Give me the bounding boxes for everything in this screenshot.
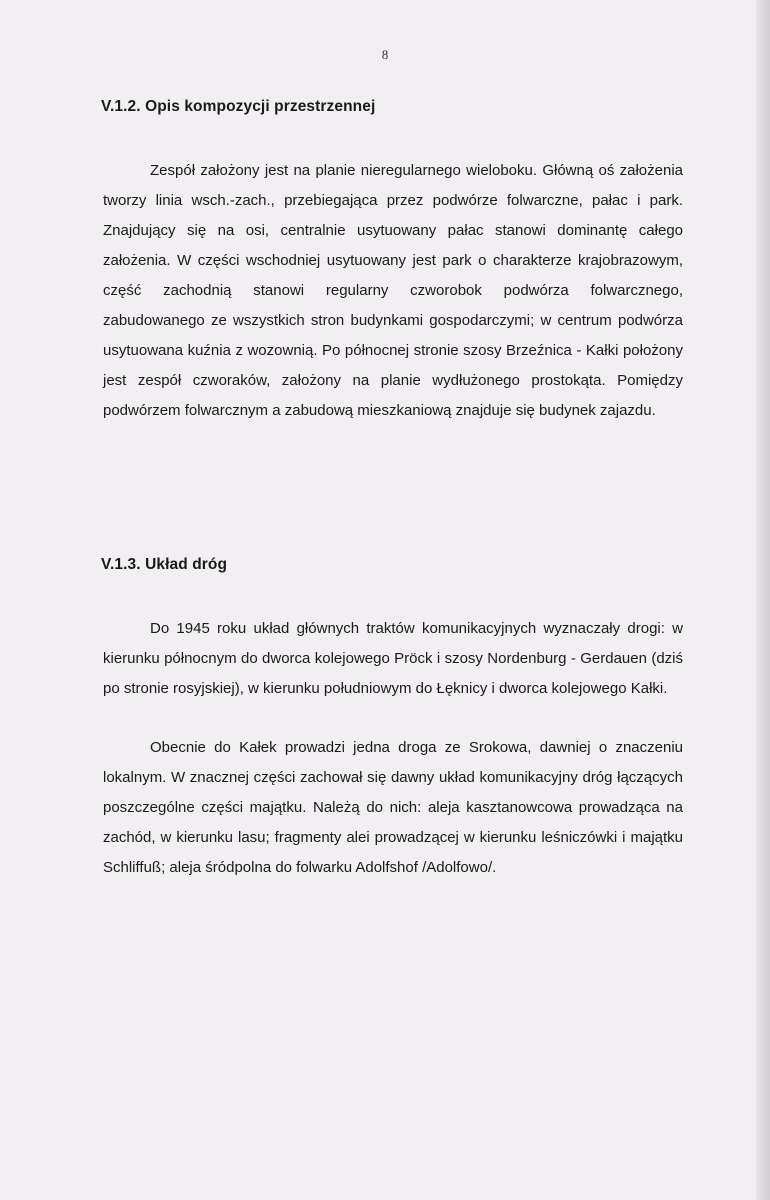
paragraph-roads-current: Obecnie do Kałek prowadzi jedna droga ze Srokowa, dawniej o znaczeniu lokalnym. W znacznej części zachował się dawny układ komunikacyjny dróg łączących poszczególne części majątku. Należą do nich: aleja kasztanowcowa prowadząca na zachód, w kierunku lasu; fragmenty alei prowadzącej w kierunku leśniczówki i majątku Schliffuß; aleja śródpolna do folwarku Adolfshof /Adolfowo/.: [103, 739, 683, 876]
section-heading-composition: V.1.2. Opis kompozycji przestrzennej: [101, 98, 376, 115]
paragraph-roads-history: Do 1945 roku układ głównych traktów komunikacyjnych wyznaczały drogi: w kierunku północnym do dworca kolejowego Pröck i szosy Nordenburg - Gerdauen (dziś po stronie rosyjskiej), w kierunku południowym do Łęknicy i dworca kolejowego Kałki.: [103, 620, 683, 697]
page-edge-shadow: [756, 0, 770, 1200]
page-number: 8: [381, 47, 389, 62]
section-heading-roads: V.1.3. Układ dróg: [101, 556, 228, 573]
paragraph-composition: Zespół założony jest na planie nieregularnego wieloboku. Główną oś założenia tworzy linia wsch.-zach., przebiegająca przez podwórze folwarczne, pałac i park. Znajdujący się na osi, centralnie usytuowany pałac stanowi dominantę całego założenia. W części wschodniej usytuowany jest park o charakterze krajobrazowym, część zachodnią stanowi regularny czworobok podwórza folwarcznego, zabudowanego ze wszystkich stron budynkami gospodarczymi; w centrum podwórza usytuowana kuźnia z wozownią. Po północnej stronie szosy Brzeźnica - Kałki położony jest zespół czworaków, założony na planie wydłużonego prostokąta. Pomiędzy podwórzem folwarcznym a zabudową mieszkaniową znajduje się budynek zajazdu.: [103, 162, 683, 419]
